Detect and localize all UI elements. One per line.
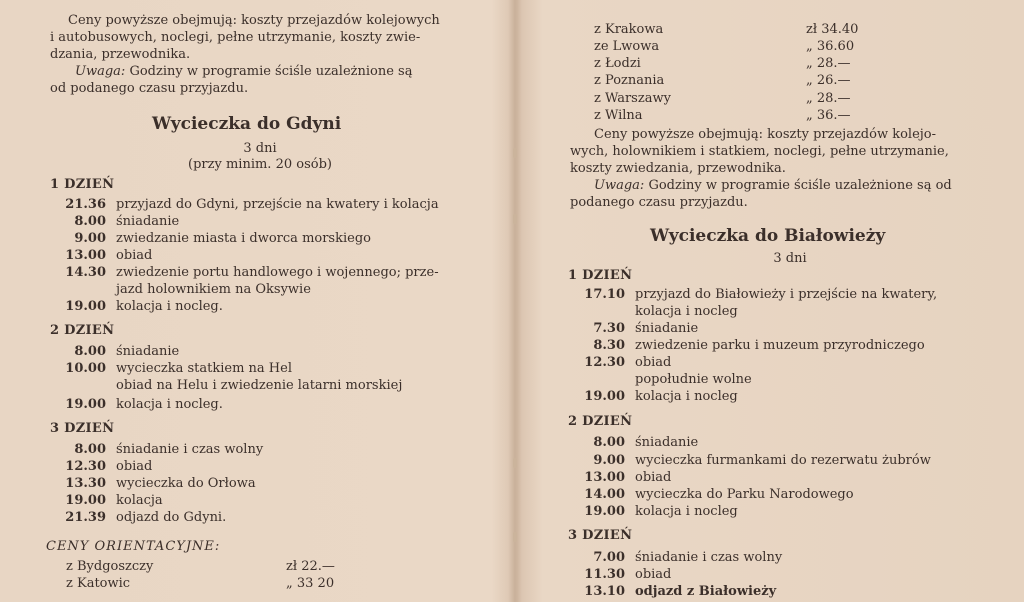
- trip-duration: 3 dni: [773, 251, 807, 266]
- schedule-row: 8.00 śniadanie i czas wolny: [74, 442, 264, 457]
- schedule-row-cont: kolacja i nocleg: [635, 304, 738, 319]
- schedule-row: 12.30 obiad: [65, 459, 153, 474]
- left-intro-paragraph: [50, 12, 470, 97]
- price-row: z Warszawy „ 28.—: [594, 91, 851, 106]
- note-text: Godziny w programie ściśle uzależnione są: [129, 64, 413, 79]
- schedule-row: 19.00 kolacja: [65, 493, 163, 508]
- schedule-row: 9.00 wycieczka furmankami do rezerwatu żubrów: [593, 453, 931, 468]
- schedule-row: 19.00 kolacja i nocleg: [584, 504, 738, 519]
- schedule-row-cont: popołudnie wolne: [635, 372, 752, 387]
- price-row: z Łodzi „ 28.—: [594, 56, 851, 71]
- price-row: z Wilna „ 36.—: [594, 108, 851, 123]
- schedule-row: 8.00 śniadanie: [593, 435, 699, 450]
- trip-title-gdynia: Wycieczka do Gdyni: [152, 114, 342, 134]
- schedule-row: 13.00 obiad: [65, 248, 153, 263]
- schedule-row: 17.10 przyjazd do Białowieży i przejście na kwatery,: [584, 287, 938, 302]
- price-row: z Bydgoszczy zł 22.—: [66, 559, 335, 574]
- schedule-row: 13.10 odjazd z Białowieży: [584, 584, 777, 599]
- schedule-row: 19.00 kolacja i nocleg.: [65, 299, 223, 314]
- note-label: Uwaga:: [594, 178, 645, 193]
- price-row: ze Lwowa „ 36.60: [594, 39, 855, 54]
- schedule-row-cont: jazd holownikiem na Oksywie: [116, 282, 311, 297]
- trip-title-bialowieza: Wycieczka do Białowieży: [650, 226, 886, 246]
- note-label: Uwaga:: [75, 64, 126, 79]
- schedule-row: 19.00 kolacja i nocleg.: [65, 397, 223, 412]
- schedule-row: 21.36 przyjazd do Gdyni, przejście na kwatery i kolacja: [65, 197, 439, 212]
- note-text: Godziny w programie ściśle uzależnione są od: [648, 178, 952, 193]
- day-label: 1 DZIEŃ: [50, 177, 115, 192]
- day-label: 3 DZIEŃ: [50, 421, 115, 436]
- schedule-row: 9.00 zwiedzanie miasta i dworca morskiego: [74, 231, 371, 246]
- schedule-row: 19.00 kolacja i nocleg: [584, 389, 738, 404]
- price-row: z Katowic „ 33 20: [66, 576, 335, 591]
- schedule-row: 13.30 wycieczka do Orłowa: [65, 476, 256, 491]
- trip-duration: 3 dni: [243, 141, 277, 156]
- price-row: z Krakowa zł 34.40: [594, 22, 859, 37]
- day-label: 3 DZIEŃ: [568, 528, 633, 543]
- schedule-row: 7.00 śniadanie i czas wolny: [593, 550, 783, 565]
- schedule-row: 12.30 obiad: [584, 355, 672, 370]
- schedule-row: 21.39 odjazd do Gdyni.: [65, 510, 227, 525]
- schedule-row: 13.00 obiad: [584, 470, 672, 485]
- schedule-row: 7.30 śniadanie: [593, 321, 699, 336]
- prices-heading: CENY ORIENTACYJNE:: [46, 539, 221, 554]
- schedule-row: 14.00 wycieczka do Parku Narodowego: [584, 487, 854, 502]
- intro-line: koszty zwiedzania, przewodnika.: [570, 161, 786, 176]
- note-text-cont: podanego czasu przyjazdu.: [570, 195, 748, 210]
- schedule-row: 8.30 zwiedzenie parku i muzeum przyrodniczego: [593, 338, 925, 353]
- trip-minimum: (przy minim. 20 osób): [188, 157, 332, 172]
- day-label: 2 DZIEŃ: [50, 323, 115, 338]
- schedule-row: 11.30 obiad: [584, 567, 672, 582]
- day-label: 2 DZIEŃ: [568, 414, 633, 429]
- intro-line: wych, holownikiem i statkiem, noclegi, pełne utrzymanie,: [570, 144, 949, 159]
- schedule-row: 8.00 śniadanie: [74, 344, 180, 359]
- schedule-row-cont: obiad na Helu i zwiedzenie latarni morskiej: [116, 378, 403, 393]
- right-intro-paragraph: [570, 126, 1000, 211]
- intro-line: dzania, przewodnika.: [50, 47, 191, 62]
- schedule-row: 10.00 wycieczka statkiem na Hel: [65, 361, 292, 376]
- intro-line: Ceny powyższe obejmują: koszty przejazdów kolejo-: [594, 127, 937, 142]
- price-row: z Poznania „ 26.—: [594, 73, 851, 88]
- schedule-row: 8.00 śniadanie: [74, 214, 180, 229]
- right-page: [515, 0, 1024, 602]
- schedule-row: 14.30 zwiedzenie portu handlowego i wojennego; prze-: [65, 265, 439, 280]
- intro-line: i autobusowych, noclegi, pełne utrzymanie, koszty zwie-: [50, 30, 421, 45]
- intro-line: Ceny powyższe obejmują: koszty przejazdów kolejowych: [68, 13, 440, 28]
- note-text-cont: od podanego czasu przyjazdu.: [50, 81, 249, 96]
- day-label: 1 DZIEŃ: [568, 268, 633, 283]
